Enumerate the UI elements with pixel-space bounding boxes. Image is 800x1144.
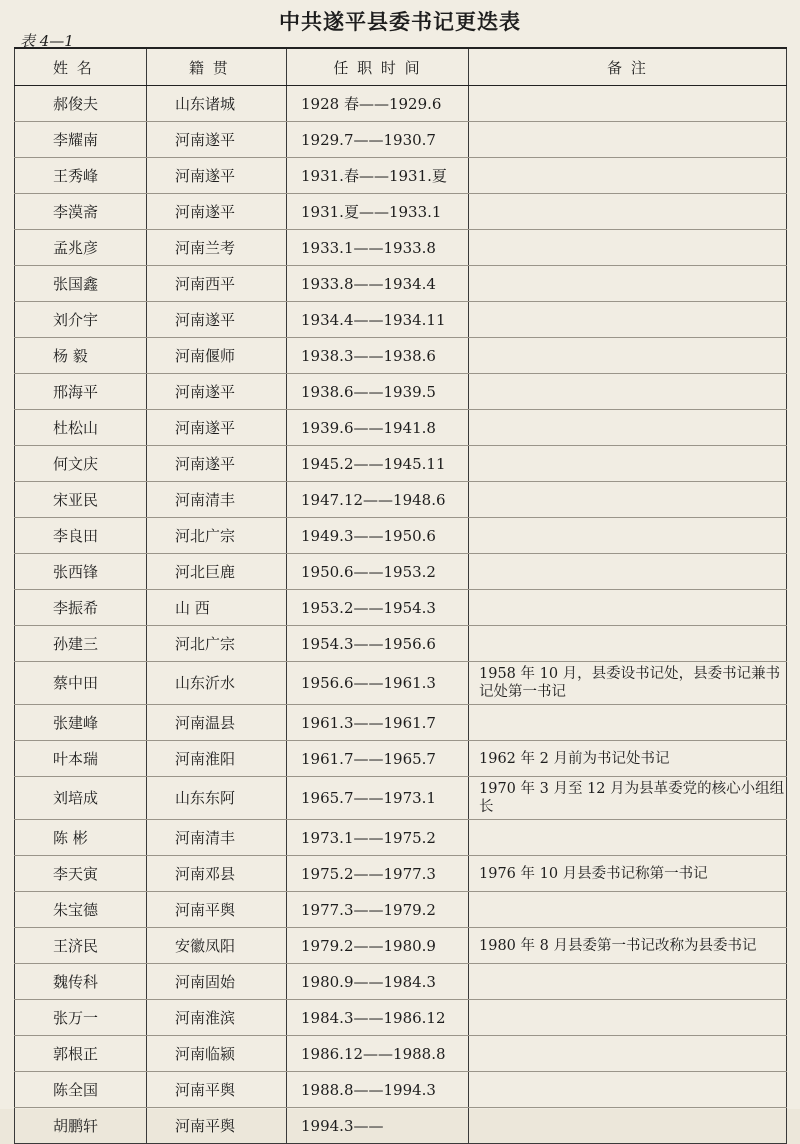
table-row	[15, 158, 787, 194]
cell-term: 1980.9——1984.3	[287, 964, 469, 1000]
table-row	[15, 122, 787, 158]
table-row	[15, 266, 787, 302]
cell-name: 刘介宇	[15, 302, 147, 338]
header-name: 姓 名	[15, 48, 147, 86]
cell-native-place: 安徽凤阳	[147, 928, 287, 964]
cell-note	[469, 482, 787, 518]
table-row	[15, 662, 787, 705]
cell-native-place: 河南温县	[147, 705, 287, 741]
cell-note	[469, 554, 787, 590]
cell-term: 1975.2——1977.3	[287, 856, 469, 892]
cell-note	[469, 626, 787, 662]
cell-note	[469, 374, 787, 410]
cell-note: 1962 年 2 月前为书记处书记	[469, 741, 787, 777]
cell-name: 郝俊夫	[15, 86, 147, 122]
cell-note	[469, 266, 787, 302]
cell-note	[469, 1000, 787, 1036]
cell-native-place: 河南淮阳	[147, 741, 287, 777]
table-row	[15, 374, 787, 410]
cell-native-place: 河南清丰	[147, 820, 287, 856]
cell-name: 王秀峰	[15, 158, 147, 194]
table-row	[15, 928, 787, 964]
table-row	[15, 482, 787, 518]
cell-native-place: 山东沂水	[147, 662, 287, 705]
cell-name: 邢海平	[15, 374, 147, 410]
table-number: 表 4—1	[20, 32, 74, 50]
cell-native-place: 山 西	[147, 590, 287, 626]
table-row	[15, 86, 787, 122]
cell-native-place: 河南遂平	[147, 302, 287, 338]
cell-native-place: 河南遂平	[147, 446, 287, 482]
cell-term: 1956.6——1961.3	[287, 662, 469, 705]
table-row	[15, 777, 787, 820]
cell-note	[469, 820, 787, 856]
cell-native-place: 河南偃师	[147, 338, 287, 374]
cell-native-place: 河南遂平	[147, 122, 287, 158]
cell-term: 1950.6——1953.2	[287, 554, 469, 590]
cell-term: 1928 春——1929.6	[287, 86, 469, 122]
cell-native-place: 河南临颍	[147, 1036, 287, 1072]
cell-name: 何文庆	[15, 446, 147, 482]
table-body	[15, 86, 787, 1144]
cell-native-place: 河南西平	[147, 266, 287, 302]
cell-name: 张国鑫	[15, 266, 147, 302]
cell-native-place: 河南固始	[147, 964, 287, 1000]
cell-native-place: 河南遂平	[147, 374, 287, 410]
table-row	[15, 1000, 787, 1036]
cell-name: 孟兆彦	[15, 230, 147, 266]
header-term: 任 职 时 间	[287, 48, 469, 86]
cell-term: 1933.8——1934.4	[287, 266, 469, 302]
cell-term: 1961.3——1961.7	[287, 705, 469, 741]
cell-term: 1994.3——	[287, 1108, 469, 1144]
cell-note: 1980 年 8 月县委第一书记改称为县委书记	[469, 928, 787, 964]
table-row	[15, 892, 787, 928]
table-row	[15, 446, 787, 482]
table-row	[15, 1036, 787, 1072]
cell-name: 刘培成	[15, 777, 147, 820]
cell-name: 李良田	[15, 518, 147, 554]
cell-note	[469, 1108, 787, 1144]
cell-note	[469, 1036, 787, 1072]
cell-term: 1979.2——1980.9	[287, 928, 469, 964]
cell-note: 1958 年 10 月，县委设书记处，县委书记兼书记处第一书记	[469, 662, 787, 705]
cell-term: 1984.3——1986.12	[287, 1000, 469, 1036]
cell-name: 李振希	[15, 590, 147, 626]
cell-note: 1976 年 10 月县委书记称第一书记	[469, 856, 787, 892]
cell-term: 1988.8——1994.3	[287, 1072, 469, 1108]
cell-native-place: 河北巨鹿	[147, 554, 287, 590]
cell-native-place: 山东诸城	[147, 86, 287, 122]
cell-term: 1938.6——1939.5	[287, 374, 469, 410]
table-row	[15, 964, 787, 1000]
cell-native-place: 山东东阿	[147, 777, 287, 820]
cell-native-place: 河北广宗	[147, 626, 287, 662]
cell-note	[469, 964, 787, 1000]
cell-term: 1945.2——1945.11	[287, 446, 469, 482]
cell-name: 杜松山	[15, 410, 147, 446]
cell-note	[469, 705, 787, 741]
cell-native-place: 河南清丰	[147, 482, 287, 518]
cell-note	[469, 122, 787, 158]
cell-term: 1938.3——1938.6	[287, 338, 469, 374]
cell-name: 郭根正	[15, 1036, 147, 1072]
table-row	[15, 1108, 787, 1144]
cell-note	[469, 892, 787, 928]
cell-term: 1939.6——1941.8	[287, 410, 469, 446]
cell-name: 李耀南	[15, 122, 147, 158]
cell-note	[469, 518, 787, 554]
cell-name: 王济民	[15, 928, 147, 964]
table-row	[15, 338, 787, 374]
table-row	[15, 626, 787, 662]
table-row	[15, 856, 787, 892]
cell-note	[469, 194, 787, 230]
cell-name: 张万一	[15, 1000, 147, 1036]
header-native-place: 籍 贯	[147, 48, 287, 86]
cell-term: 1953.2——1954.3	[287, 590, 469, 626]
table-row	[15, 194, 787, 230]
cell-term: 1961.7——1965.7	[287, 741, 469, 777]
cell-note	[469, 158, 787, 194]
cell-term: 1973.1——1975.2	[287, 820, 469, 856]
table-row	[15, 1072, 787, 1108]
cell-term: 1929.7——1930.7	[287, 122, 469, 158]
cell-name: 孙建三	[15, 626, 147, 662]
table-row	[15, 230, 787, 266]
cell-native-place: 河北广宗	[147, 518, 287, 554]
cell-native-place: 河南遂平	[147, 194, 287, 230]
cell-name: 宋亚民	[15, 482, 147, 518]
cell-note	[469, 1072, 787, 1108]
cell-note	[469, 590, 787, 626]
cell-term: 1934.4——1934.11	[287, 302, 469, 338]
cell-native-place: 河南遂平	[147, 410, 287, 446]
cell-name: 张西锋	[15, 554, 147, 590]
cell-note	[469, 230, 787, 266]
cell-term: 1954.3——1956.6	[287, 626, 469, 662]
cell-note	[469, 302, 787, 338]
cell-note	[469, 446, 787, 482]
cell-term: 1949.3——1950.6	[287, 518, 469, 554]
cell-name: 魏传科	[15, 964, 147, 1000]
cell-name: 李漠斋	[15, 194, 147, 230]
cell-native-place: 河南淮滨	[147, 1000, 287, 1036]
table-row	[15, 741, 787, 777]
table-row	[15, 302, 787, 338]
cell-name: 叶本瑞	[15, 741, 147, 777]
cell-term: 1933.1——1933.8	[287, 230, 469, 266]
cell-native-place: 河南邓县	[147, 856, 287, 892]
cell-name: 李天寅	[15, 856, 147, 892]
table-header-row	[15, 48, 787, 86]
table-row	[15, 820, 787, 856]
cell-native-place: 河南平舆	[147, 1072, 287, 1108]
cell-term: 1947.12——1948.6	[287, 482, 469, 518]
cell-note: 1970 年 3 月至 12 月为县革委党的核心小组组长	[469, 777, 787, 820]
table-row	[15, 410, 787, 446]
table-row	[15, 590, 787, 626]
cell-name: 陈 彬	[15, 820, 147, 856]
cell-term: 1931.夏——1933.1	[287, 194, 469, 230]
cell-name: 杨 毅	[15, 338, 147, 374]
header-note: 备 注	[469, 48, 787, 86]
cell-native-place: 河南兰考	[147, 230, 287, 266]
cell-term: 1965.7——1973.1	[287, 777, 469, 820]
cell-native-place: 河南平舆	[147, 892, 287, 928]
cell-term: 1986.12——1988.8	[287, 1036, 469, 1072]
table-row	[15, 554, 787, 590]
document-title: 中共遂平县委书记更迭表	[279, 10, 521, 34]
secretary-table	[14, 47, 787, 1144]
table-row	[15, 518, 787, 554]
table-row	[15, 705, 787, 741]
cell-name: 朱宝德	[15, 892, 147, 928]
cell-native-place: 河南遂平	[147, 158, 287, 194]
cell-term: 1977.3——1979.2	[287, 892, 469, 928]
cell-native-place: 河南平舆	[147, 1108, 287, 1144]
cell-note	[469, 410, 787, 446]
cell-name: 胡鹏轩	[15, 1108, 147, 1144]
cell-name: 陈全国	[15, 1072, 147, 1108]
cell-note	[469, 86, 787, 122]
cell-name: 蔡中田	[15, 662, 147, 705]
cell-term: 1931.春——1931.夏	[287, 158, 469, 194]
cell-name: 张建峰	[15, 705, 147, 741]
cell-note	[469, 338, 787, 374]
